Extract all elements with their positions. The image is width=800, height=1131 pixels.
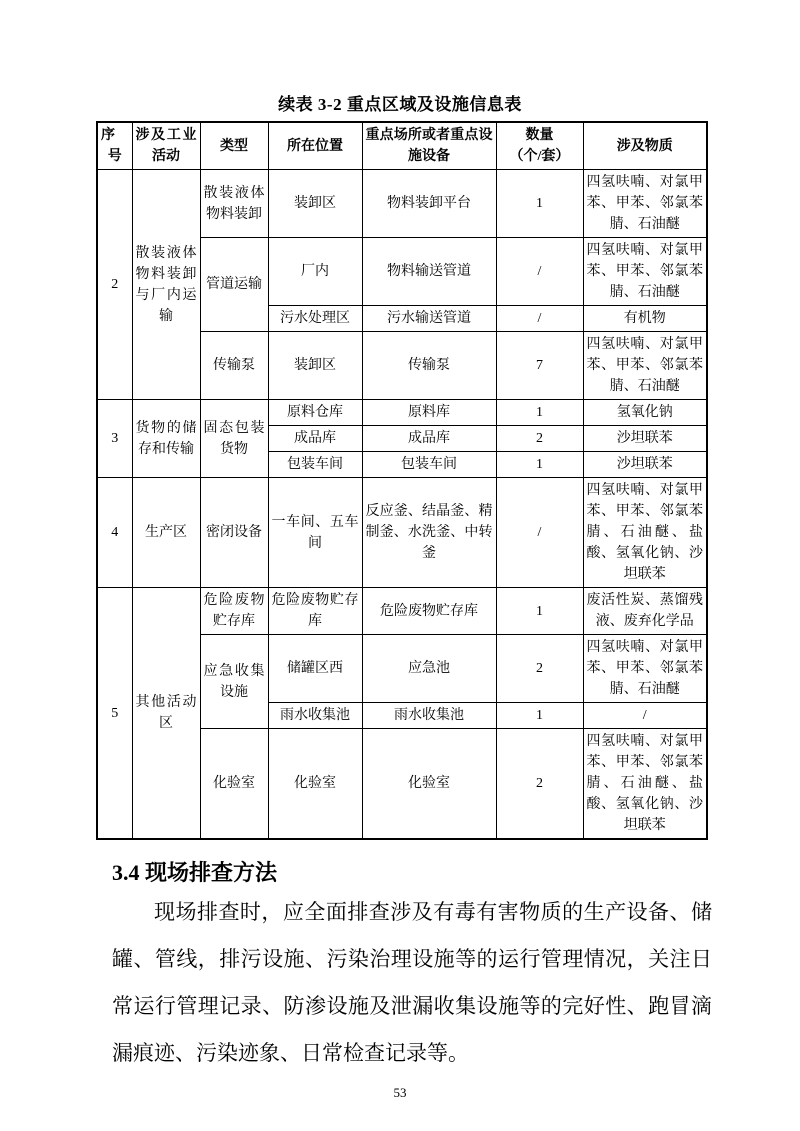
cell-facility: 化验室 (362, 729, 496, 840)
cell-location: 化验室 (268, 729, 362, 840)
cell-activity: 其他活动区 (132, 588, 200, 840)
cell-activity: 生产区 (132, 478, 200, 588)
cell-location: 装卸区 (268, 170, 362, 238)
cell-seq: 3 (97, 400, 132, 478)
cell-seq: 4 (97, 478, 132, 588)
cell-substances: 四氢呋喃、对氯甲苯、甲苯、邻氯苯腈、石油醚、盐酸、氢氧化钠、沙坦联苯 (583, 478, 707, 588)
cell-location: 原料仓库 (268, 400, 362, 426)
table-row (97, 400, 707, 426)
cell-facility: 物料输送管道 (362, 238, 496, 306)
header-quantity (496, 122, 583, 170)
cell-type: 危险废物贮存库 (200, 588, 268, 635)
cell-substances: / (583, 703, 707, 729)
cell-facility: 危险废物贮存库 (362, 588, 496, 635)
table-header-row (97, 122, 707, 170)
header-activity: 涉及工业活动 (132, 122, 200, 170)
cell-location: 储罐区西 (268, 635, 362, 703)
cell-type: 管道运输 (200, 238, 268, 332)
cell-quantity: / (496, 306, 583, 332)
cell-facility: 物料装卸平台 (362, 170, 496, 238)
cell-location: 装卸区 (268, 332, 362, 400)
cell-facility: 污水输送管道 (362, 306, 496, 332)
cell-activity: 货物的储存和传输 (132, 400, 200, 478)
table-row (97, 170, 707, 238)
cell-facility: 反应釜、结晶釜、精制釜、水洗釜、中转釜 (362, 478, 496, 588)
cell-substances: 四氢呋喃、对氯甲苯、甲苯、邻氯苯腈、石油醚 (583, 332, 707, 400)
cell-location: 危险废物贮存库 (268, 588, 362, 635)
cell-seq: 2 (97, 170, 132, 400)
cell-facility: 传输泵 (362, 332, 496, 400)
cell-facility: 雨水收集池 (362, 703, 496, 729)
cell-facility: 应急池 (362, 635, 496, 703)
cell-substances: 氢氧化钠 (583, 400, 707, 426)
cell-substances: 沙坦联苯 (583, 426, 707, 452)
cell-location: 厂内 (268, 238, 362, 306)
header-quantity-line1: 数量 (525, 128, 554, 143)
cell-facility: 包装车间 (362, 452, 496, 478)
table-row (97, 478, 707, 588)
header-facility: 重点场所或者重点设施设备 (362, 122, 496, 170)
cell-type: 密闭设备 (200, 478, 268, 588)
cell-type: 化验室 (200, 729, 268, 840)
cell-location: 污水处理区 (268, 306, 362, 332)
cell-quantity: / (496, 238, 583, 306)
header-seq: 序号 (97, 122, 132, 170)
cell-type: 应急收集设施 (200, 635, 268, 729)
key-areas-facilities-table (96, 121, 708, 840)
cell-quantity: 1 (496, 703, 583, 729)
cell-substances: 四氢呋喃、对氯甲苯、甲苯、邻氯苯腈、石油醚 (583, 635, 707, 703)
cell-quantity: 7 (496, 332, 583, 400)
cell-location: 雨水收集池 (268, 703, 362, 729)
cell-quantity: / (496, 478, 583, 588)
cell-substances: 沙坦联苯 (583, 452, 707, 478)
table-title: 续表 3-2 重点区域及设施信息表 (278, 95, 522, 114)
cell-quantity: 2 (496, 635, 583, 703)
table-row (97, 588, 707, 635)
cell-substances: 废活性炭、蒸馏残液、废弃化学品 (583, 588, 707, 635)
cell-quantity: 2 (496, 729, 583, 840)
cell-facility: 原料库 (362, 400, 496, 426)
cell-quantity: 1 (496, 588, 583, 635)
cell-type: 传输泵 (200, 332, 268, 400)
cell-substances: 有机物 (583, 306, 707, 332)
cell-seq: 5 (97, 588, 132, 840)
header-location: 所在位置 (268, 122, 362, 170)
cell-activity: 散装液体物料装卸与厂内运输 (132, 170, 200, 400)
cell-facility: 成品库 (362, 426, 496, 452)
cell-type: 固态包装货物 (200, 400, 268, 478)
cell-type: 散装液体物料装卸 (200, 170, 268, 238)
cell-quantity: 1 (496, 170, 583, 238)
page-number: 53 (393, 1085, 407, 1100)
cell-location: 包装车间 (268, 452, 362, 478)
cell-quantity: 1 (496, 400, 583, 426)
section-heading: 3.4 现场排查方法 (112, 860, 278, 885)
cell-location: 成品库 (268, 426, 362, 452)
cell-quantity: 1 (496, 452, 583, 478)
header-quantity-line2: （个/套） (509, 149, 570, 164)
body-paragraph: 现场排查时，应全面排查涉及有毒有害物质的生产设备、储罐、管线，排污设施、污染治理设施等的运行管理情况，关注日常运行管理记录、防渗设施及泄漏收集设施等的完好性、跑冒滴漏痕迹、污染迹象、日常检查记录等。 (112, 900, 712, 1065)
cell-substances: 四氢呋喃、对氯甲苯、甲苯、邻氯苯腈、石油醚、盐酸、氢氧化钠、沙坦联苯 (583, 729, 707, 840)
cell-location: 一车间、五车间 (268, 478, 362, 588)
header-substances: 涉及物质 (583, 122, 707, 170)
cell-substances: 四氢呋喃、对氯甲苯、甲苯、邻氯苯腈、石油醚 (583, 238, 707, 306)
cell-substances: 四氢呋喃、对氯甲苯、甲苯、邻氯苯腈、石油醚 (583, 170, 707, 238)
header-type: 类型 (200, 122, 268, 170)
cell-quantity: 2 (496, 426, 583, 452)
